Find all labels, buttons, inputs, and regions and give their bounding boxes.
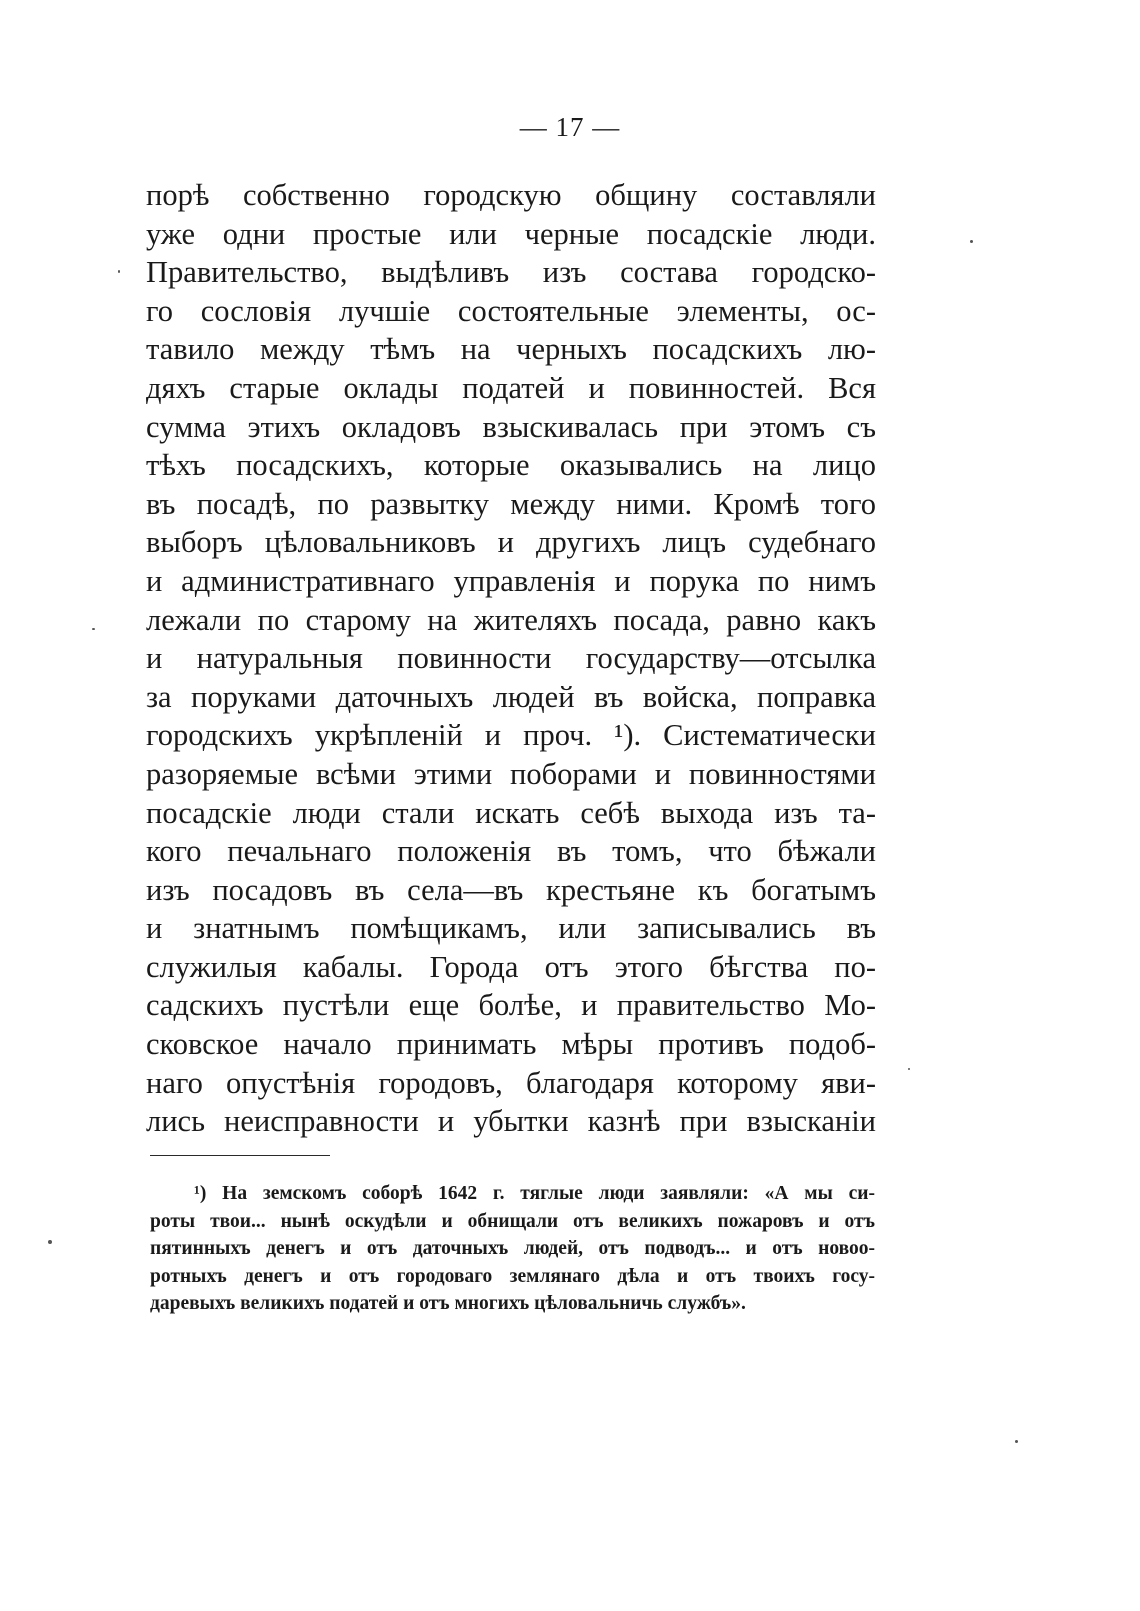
footnote-line: даревыхъ великихъ податей и отъ многихъ цѣловальничь службъ». <box>150 1293 746 1315</box>
scan-speck <box>118 270 120 273</box>
body-line: уже одни простые или черные посадскіе люди. <box>146 216 876 251</box>
body-line: городскихъ укрѣпленій и проч. ¹). Систематически <box>146 718 876 753</box>
body-line: го сословія лучшіе состоятельные элементы, ос- <box>146 293 876 328</box>
body-line: и административнаго управленія и порука по нимъ <box>146 563 876 598</box>
body-line: и натуральныя повинности государству—отсылка <box>146 641 876 676</box>
scan-speck <box>908 1068 910 1070</box>
body-line: тѣхъ посадскихъ, которые оказывались на лицо <box>146 448 876 483</box>
body-line: служилыя кабалы. Города отъ этого бѣгства по- <box>146 949 876 984</box>
scan-speck <box>92 628 95 630</box>
body-line: тавило между тѣмъ на черныхъ посадскихъ лю- <box>146 332 876 367</box>
body-line: изъ посадовъ въ села—въ крестьяне къ богатымъ <box>146 872 876 907</box>
page-number: — 17 — <box>519 112 621 142</box>
body-line: посадскіе люди стали искать себѣ выхода изъ та- <box>146 795 876 830</box>
footnote-line: ротныхъ денегъ и отъ городоваго землянаго дѣла и отъ твоихъ госу- <box>150 1265 875 1287</box>
body-line: за поруками даточныхъ людей въ войска, поправка <box>146 679 876 714</box>
body-line: лежали по старому на жителяхъ посада, равно какъ <box>146 602 876 637</box>
body-line: сковское начало принимать мѣры противъ подоб- <box>146 1027 876 1062</box>
body-line: въ посадѣ, по развытку между ними. Кромѣ того <box>146 486 876 521</box>
footnote-line: ¹) На земскомъ соборѣ 1642 г. тяглые люди заявляли: «А мы си- <box>194 1183 875 1204</box>
footnote-line: роты твои... нынѣ оскудѣли и обнищали отъ великихъ пожаровъ и отъ <box>150 1210 875 1232</box>
body-line: Правительство, выдѣливъ изъ состава городско- <box>146 255 876 290</box>
body-line: лись неисправности и убытки казнѣ при взысканіи <box>146 1104 876 1139</box>
footnote-line: пятинныхъ денегъ и отъ даточныхъ людей, отъ подводъ... и отъ новоо- <box>150 1238 875 1260</box>
footnote-rule <box>150 1155 330 1156</box>
body-text <box>146 176 876 1141</box>
body-line: выборъ цѣловальниковъ и другихъ лицъ судебнаго <box>146 525 876 560</box>
scan-speck <box>970 240 973 243</box>
body-line: сумма этихъ окладовъ взыскивалась при этомъ съ <box>146 409 876 444</box>
scan-speck <box>1015 1440 1018 1443</box>
body-line: и знатнымъ помѣщикамъ, или записывались въ <box>146 911 876 946</box>
body-line: разоряемые всѣми этими поборами и повинностями <box>146 756 876 791</box>
body-line: наго опустѣнія городовъ, благодаря которому яви- <box>146 1065 876 1100</box>
scan-speck <box>48 1240 52 1244</box>
body-line: дяхъ старые оклады податей и повинностей. Вся <box>146 370 876 405</box>
footnote <box>150 1180 875 1318</box>
body-line: садскихъ пустѣли еще болѣе, и правительство Мо- <box>146 988 876 1023</box>
body-line: порѣ собственно городскую общину составляли <box>146 178 876 212</box>
body-line: кого печальнаго положенія въ томъ, что бѣжали <box>146 834 876 869</box>
